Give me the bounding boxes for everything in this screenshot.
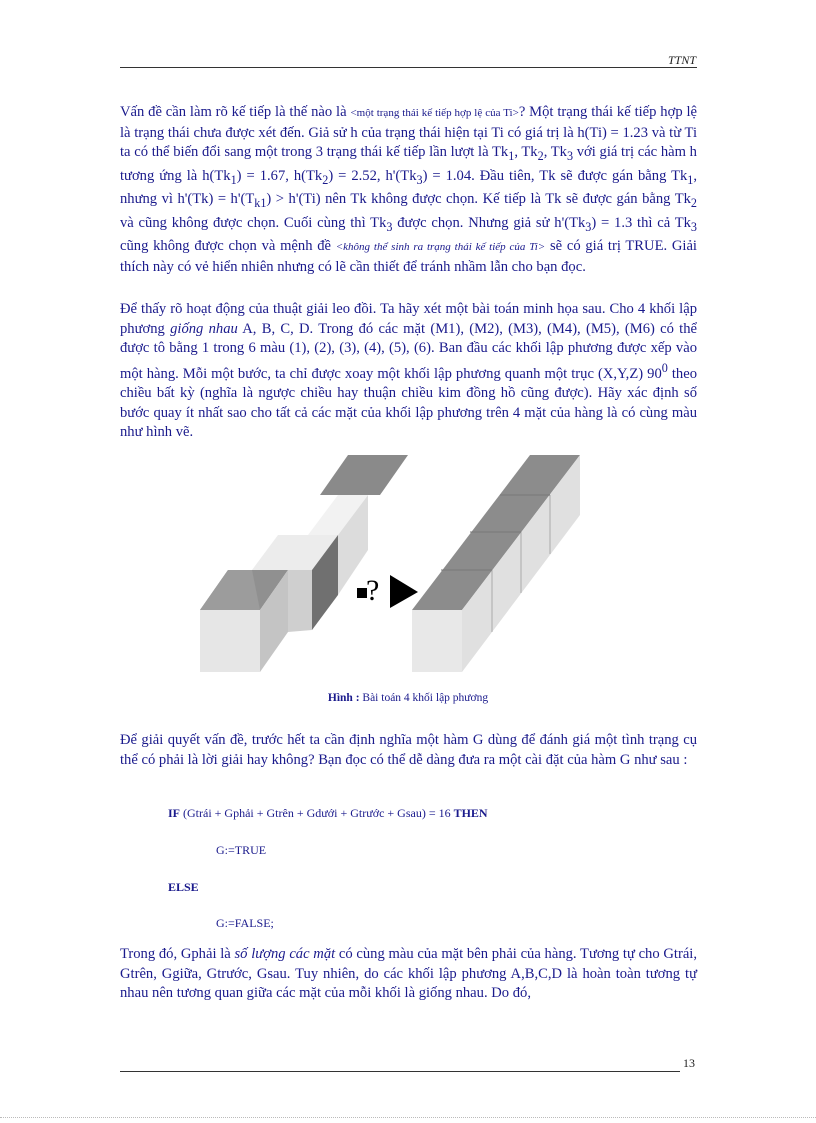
paragraph-3: Để giải quyết vấn đề, trước hết ta cần định nghĩa một hàm G dùng để đánh giá một tình trạng cụ thể có phải là lời giải hay không? Bạn đọc có thể dễ dàng đưa ra một cài đặt của hàm G như sau : <box>120 732 697 768</box>
page-edge <box>0 1117 816 1118</box>
cube-figure <box>200 450 620 675</box>
footer-rule <box>120 1071 680 1072</box>
header-title: TTNT <box>667 53 696 67</box>
header-rule <box>120 67 697 68</box>
paragraph-4: Trong đó, Gphải là số lượng các mặt có cùng màu của mặt bên phải của hàng. Tương tự cho Gtrái, Gtrên, Ggiữa, Gtrước, Gsau. Tuy nhiên, do các khối lập phương A,B,C,D là hoàn toàn tương tự nhau nên tương quan giữa các mặt của mỗi khối là giống nhau. Do đó, <box>120 946 698 1002</box>
code-else-line: ELSE <box>168 880 199 894</box>
page-number: 13 <box>683 1056 695 1070</box>
code-if-line: IF (Gtrái + Gphải + Gtrên + Gdưới + Gtrước + Gsau) = 16 THEN <box>168 806 488 820</box>
paragraph-2: Để thấy rõ hoạt động của thuật giải leo đồi. Ta hãy xét một bài toán minh họa sau. Cho 4 khối lập phương giống nhau A, B, C, D. Trong đó các mặt (M1), (M2), (M3), (M4), (M5), (M6) có thể được tô bằng 1 trong 6 màu (1), (2), (3), (4), (5), (6). Ban đầu các khối lập phương được xếp vào một hàng. Mỗi một bước, ta chỉ được xoay một khối lập phương quanh một trục (X,Y,Z) $90^0$ theo chiều bất kỳ (nghĩa là ngược chiều hay thuận chiều kim đồng hồ cũng được). Hãy xác định số bước quay ít nhất sao cho tất cả các mặt của khối lập phương trên 4 mặt của hàng là có cùng màu như hình vẽ. <box>120 301 698 441</box>
right-cubes <box>412 455 580 672</box>
left-cubes <box>200 455 408 672</box>
paragraph-1: Vấn đề cần làm rõ kế tiếp là thế nào là <một trạng thái kế tiếp hợp lệ của Ti>? Một trạng thái kế tiếp hợp lệ là trạng thái chưa được xét đến. Giả sử h của trạng thái hiện tại Ti có giá trị là h(Ti) = 1.23 và từ Ti ta có thể biến đổi sang một trong 3 trạng thái kế tiếp lần lượt là $Tk_1$, $Tk_2$, $Tk_3$ với giá trị các hàm h tương ứng là $h(Tk_1) = 1.67$, $h(Tk_2) = 2.52$, $h'(Tk_3) = 1.04$. Đầu tiên, Tk sẽ được gán bằng $Tk_1$, nhưng vì $h'(Tk) = h'(T_{k1}) > h'(Ti)$ nên Tk không được chọn. Kế tiếp là Tk sẽ được gán bằng $Tk_2$ và cũng không được chọn. Cuối cùng thì $Tk_3$ được chọn. Nhưng giả sử $h'(Tk_3) = 1.3$ thì cả $Tk_3$ cũng không được chọn và mệnh đề <không thể sinh ra trạng thái kế tiếp của Ti> sẽ có giá trị TRUE. Giải thích này có vẻ hiển nhiên nhưng có lẽ cần thiết để tránh nhầm lẫn cho bạn đọc. <box>120 104 698 275</box>
arrow-icon <box>390 575 418 608</box>
question-mark: ? <box>366 574 380 607</box>
code-false-line: G:=FALSE; <box>216 916 274 930</box>
code-true-line: G:=TRUE <box>216 843 267 857</box>
figure-caption: Hình : Bài toán 4 khối lập phương <box>327 692 489 704</box>
